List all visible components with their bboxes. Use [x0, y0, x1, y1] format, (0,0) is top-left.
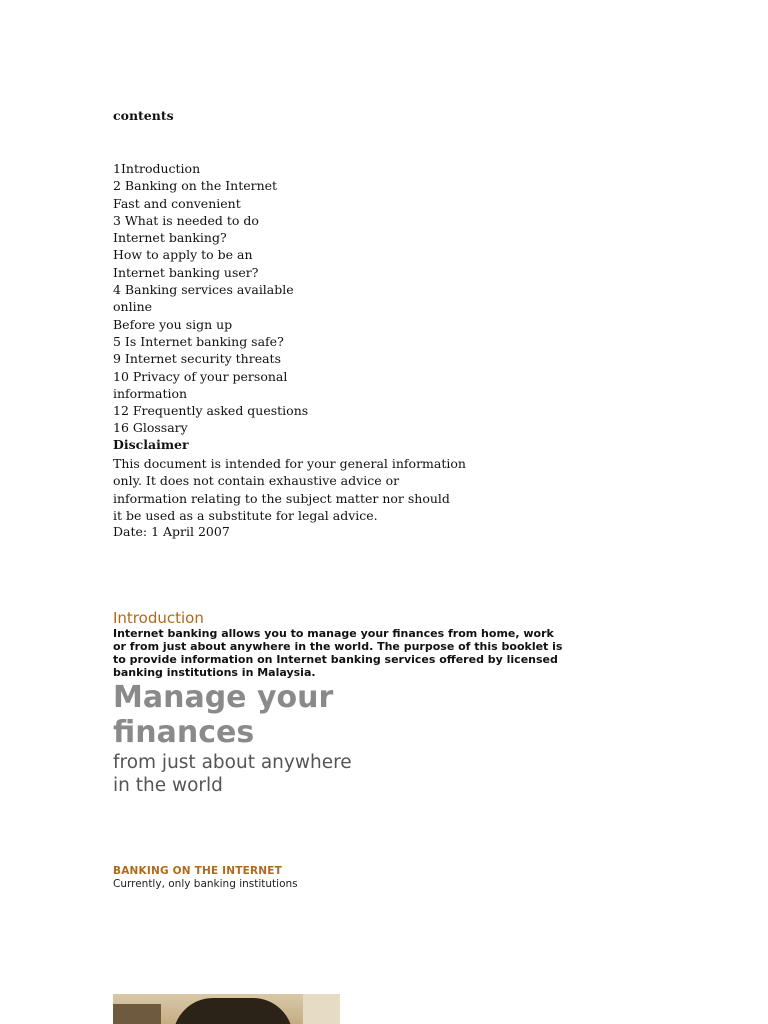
toc-item: Before you sign up	[113, 316, 233, 332]
hero-title-line: Manage your	[113, 680, 334, 715]
toc-item: 3 What is needed to do	[113, 212, 259, 228]
toc-item: Fast and convenient	[113, 195, 241, 211]
toc-item: 12 Frequently asked questions	[113, 403, 309, 419]
toc-item: information	[113, 385, 188, 401]
banking-section-text: Currently, only banking institutions	[113, 878, 298, 890]
banking-section-heading: BANKING ON THE INTERNET	[113, 865, 283, 877]
disclaimer-line: information relating to the subject matter nor should	[113, 490, 450, 506]
toc-item: 5 Is Internet banking safe?	[113, 333, 284, 349]
toc-item: How to apply to be an	[113, 247, 253, 263]
introduction-line: or from just about anywhere in the world. The purpose of this booklet is	[113, 640, 563, 653]
introduction-line: Internet banking allows you to manage your finances from home, work	[113, 627, 554, 640]
toc-item: 10 Privacy of your personal	[113, 368, 288, 384]
document-date: Date: 1 April 2007	[113, 524, 230, 539]
introduction-heading: Introduction	[113, 609, 204, 627]
table-of-contents	[113, 160, 308, 437]
hero-subtitle	[113, 751, 352, 797]
toc-item: 2 Banking on the Internet	[113, 178, 278, 194]
contents-heading: contents	[113, 108, 174, 123]
hero-subtitle-line: in the world	[113, 775, 223, 796]
disclaimer-heading: Disclaimer	[113, 437, 189, 452]
toc-item: 1Introduction	[113, 161, 201, 176]
photo-figure	[173, 998, 293, 1024]
toc-item: Internet banking user?	[113, 264, 259, 280]
introduction-line: banking institutions in Malaysia.	[113, 666, 316, 679]
hero-title	[113, 680, 333, 750]
disclaimer-line: This document is intended for your general information	[113, 456, 466, 471]
photo-highlight	[303, 994, 340, 1024]
toc-item: 9 Internet security threats	[113, 351, 281, 367]
disclaimer-line: it be used as a substitute for legal advice.	[113, 507, 378, 523]
disclaimer-text	[113, 455, 466, 524]
toc-item: Internet banking?	[113, 230, 227, 246]
hero-subtitle-line: from just about anywhere	[113, 752, 352, 773]
hero-title-line: finances	[113, 715, 255, 750]
photo-shadow	[113, 1004, 161, 1024]
toc-item: online	[113, 299, 153, 315]
disclaimer-line: only. It does not contain exhaustive advice or	[113, 473, 400, 489]
introduction-line: to provide information on Internet banking services offered by licensed	[113, 653, 558, 666]
toc-item: 16 Glossary	[113, 420, 188, 436]
toc-item: 4 Banking services available	[113, 282, 294, 298]
introduction-text	[113, 627, 562, 679]
photo-image	[113, 994, 340, 1024]
